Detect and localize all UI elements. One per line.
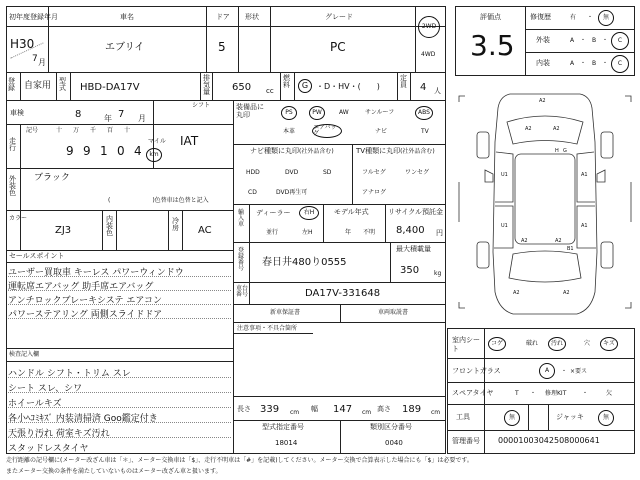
interior-grade-b: B <box>592 60 597 67</box>
mileage-digit-header-2: 千 <box>90 127 97 134</box>
interior-grade-label: 内装 <box>536 59 550 67</box>
mileage-digit-4: 4 <box>134 144 142 158</box>
sales-point-line: パワーステアリング 両側スライドドア <box>8 310 163 320</box>
diagram-mark: H <box>555 148 559 154</box>
equip-sunroof: サンルーフ <box>365 109 395 116</box>
front-glass-a-circle <box>539 363 555 379</box>
type-number-value: 18014 <box>275 439 298 447</box>
front-glass-sep: ・ <box>561 368 568 375</box>
interior-grade-a: A <box>570 60 575 67</box>
displacement-unit: cc <box>266 87 274 95</box>
exterior-grade-c: C <box>617 37 623 44</box>
model-label: 型式 <box>59 77 66 92</box>
model-year-value: 年 不明 <box>345 229 376 236</box>
recycle-unit: 円 <box>436 229 443 237</box>
mileage-unit-km: km <box>149 151 159 158</box>
class-number-value: 0040 <box>385 439 403 447</box>
displacement-label: 排気量 <box>203 74 210 96</box>
inspection-month-unit: 月 <box>138 114 146 123</box>
interior-grade-c: C <box>617 60 623 67</box>
diagram-mark: A2 <box>521 238 528 244</box>
sales-points-label: セールスポイント <box>9 252 65 260</box>
mileage-unit-mile: マイル <box>148 138 166 145</box>
exterior-color-value: ブラック <box>34 173 70 183</box>
chassis-value: DA17V-331648 <box>305 288 381 299</box>
import-right: 右H <box>303 209 315 216</box>
spare-tire-t: T <box>515 390 519 397</box>
length-value: 339 <box>260 404 280 415</box>
front-glass-label: フロントガラス <box>452 367 501 375</box>
equip-airbag-circle <box>312 124 342 138</box>
ac-label: 冷房 <box>172 217 179 232</box>
seat-burn: コゲ <box>488 337 506 351</box>
nav-hdd: HDD <box>246 169 260 176</box>
mileage-digit-2: 1 <box>100 144 108 158</box>
color-code-label: カラー <box>9 215 28 222</box>
tools-value-circle <box>504 410 520 426</box>
exterior-grade-b: B <box>592 37 597 44</box>
ac-value: AC <box>198 225 212 236</box>
recycle-label: リサイクル預託金 <box>388 208 444 216</box>
inspection-label: 車検 <box>10 109 24 117</box>
score-label: 評価点 <box>480 13 501 21</box>
inspector-line: ハンドル シフト・トリム スレ <box>8 369 131 379</box>
load-value: 350 <box>400 265 420 276</box>
diagram-mark: A2 <box>563 290 570 296</box>
diagram-mark: A2 <box>539 98 546 104</box>
color-code-value: ZJ3 <box>55 225 72 236</box>
seat-tear: 破れ <box>526 340 539 347</box>
repair-yes: 有 <box>570 14 577 21</box>
equip-pw: PW <box>309 106 325 120</box>
inspection-month: 7 <box>118 109 125 120</box>
import-parallel: 並行 <box>266 229 279 236</box>
mileage-sub-label: 記号 <box>26 127 39 134</box>
drive-4wd: 4WD <box>421 51 436 58</box>
tools-value: 無 <box>508 414 515 421</box>
width-value: 147 <box>333 404 353 415</box>
sales-point-line: 運転席エアバッグ 助手席エアバッグ <box>8 282 154 292</box>
type-number-label: 型式指定番号 <box>262 423 304 431</box>
inspection-year: 8 <box>75 109 82 120</box>
tv-type-label: TV種類に丸印(社外品含む) <box>356 147 435 155</box>
import-left: 左H <box>302 229 313 236</box>
equipment-label: 装備品に丸印 <box>236 103 264 120</box>
use-value: 自家用 <box>24 81 52 91</box>
front-glass-a: A <box>544 367 550 374</box>
shift-value: IAT <box>180 134 199 148</box>
load-unit: kg <box>434 270 442 277</box>
fuel-label: 燃料 <box>283 74 290 89</box>
mileage-digit-1: 9 <box>83 144 91 158</box>
exterior-color-note: ( )色替車は色替と記入 <box>108 197 209 204</box>
spare-tire-label: スペアタイヤ <box>452 389 494 397</box>
equip-tv: TV <box>421 128 429 135</box>
drive-2wd: 2WD <box>421 23 437 30</box>
diagram-mark: U1 <box>501 223 508 229</box>
mgmt-value: 00001003042508000641 <box>498 436 600 445</box>
model-year-label: モデル年式 <box>334 208 369 216</box>
grade-label: グレード <box>325 13 353 21</box>
exterior-grade-c-circle <box>611 32 629 50</box>
equip-navi: ナビ <box>375 128 388 135</box>
exterior-color-label: 外装色 <box>9 175 16 197</box>
interior-grade-sep2: ・ <box>602 60 609 67</box>
grade-value: PC <box>330 40 346 54</box>
mileage-km-circle <box>146 148 162 162</box>
reg-era-year: H30 <box>10 37 35 51</box>
equip-airbag: エアバッグ <box>313 124 337 137</box>
notes-label: 注意事項・不具合箇所 <box>237 325 298 332</box>
tv-oneseg: ワンセグ <box>405 169 430 176</box>
repair-sep: ・ <box>587 14 594 21</box>
diagram-mark: A1 <box>581 223 588 229</box>
mileage-label: 走行 <box>9 137 16 152</box>
car-name-label: 車名 <box>120 13 134 21</box>
score-value: 3.5 <box>470 29 515 62</box>
interior-color-label: 内装色 <box>106 215 113 237</box>
capacity-label: 定員 <box>400 74 407 89</box>
diagram-mark: U1 <box>501 172 508 178</box>
footer-note-1: 走行距離の記号欄に(メーター改ざん車は「＊」、メーター交換車は「$」、走行不明車は「#」を記載)してください。メーター交換で合算表示した場合にも「$」は必要です。 <box>6 457 473 464</box>
fuel-g: G <box>301 81 309 90</box>
diagram-mark: A1 <box>581 172 588 178</box>
shape-label: 形状 <box>245 13 259 21</box>
exterior-grade-sep2: ・ <box>602 37 609 44</box>
plate-value: 春日井480り0555 <box>262 257 347 268</box>
mileage-digit-header-4: 十 <box>124 127 131 134</box>
repair-no: 無 <box>602 14 609 21</box>
inspector-line: 各小ﾍｺﾐｷｽﾞ 内装清掃済 Goo鑑定付き <box>8 414 158 424</box>
nav-dvd-play: DVD再生可 <box>276 189 308 196</box>
mileage-digit-header-3: 百 <box>107 127 114 134</box>
recycle-value: 8,400 <box>396 225 425 236</box>
mileage-digit-header-0: 十 <box>56 127 63 134</box>
shift-label: シフト <box>192 102 211 109</box>
model-value: HBD-DA17V <box>80 82 140 93</box>
front-glass-repair: ×要ス <box>570 368 588 375</box>
height-value: 189 <box>402 404 422 415</box>
length-unit: cm <box>290 409 300 416</box>
tools-label: 工具 <box>456 413 470 421</box>
footer-note-2: またメーター交換の条件を満たしていないものはメーター改ざん車と扱います。 <box>6 468 222 475</box>
repair-label: 修復歴 <box>530 13 551 21</box>
interior-grade-sep1: ・ <box>580 60 587 67</box>
equip-abs: ABS <box>415 106 433 120</box>
nav-type-label: ナビ種類に丸印(社外品含む) <box>250 147 334 155</box>
import-label: 輸入車 <box>238 209 245 228</box>
inspection-year-unit: 年 <box>104 114 112 123</box>
jack-value: 無 <box>602 414 609 421</box>
diagram-mark: A2 <box>513 290 520 296</box>
equip-aw: AW <box>339 109 349 116</box>
spare-tire-sep1: ・ <box>530 390 537 397</box>
inspector-line: 天張り汚れ 荷室キズ汚れ <box>8 429 110 439</box>
car-name: エブリイ <box>105 42 145 53</box>
capacity-value: 4 <box>420 82 427 93</box>
mileage-digit-0: 9 <box>66 144 74 158</box>
equip-ps: PS <box>281 106 297 120</box>
reg-month: 7 <box>32 54 38 64</box>
reg-month-unit: 月 <box>38 58 46 67</box>
mileage-digit-header-1: 万 <box>73 127 80 134</box>
use-label: 登録 <box>8 77 15 92</box>
drive-2wd-circle <box>418 16 440 38</box>
inspector-line: シート スレ、シワ <box>8 384 83 394</box>
manual-label: 車両取説書 <box>378 309 409 316</box>
nav-dvd: DVD <box>285 169 299 176</box>
car-damage-diagram <box>455 82 635 322</box>
nav-sd: SD <box>323 169 332 176</box>
fuel-gasoline-circle <box>298 79 312 93</box>
height-unit: cm <box>431 409 441 416</box>
seat-label: 室内シート <box>452 336 480 354</box>
mgmt-label: 管理番号 <box>452 437 480 445</box>
inspector-label: 検査記入欄 <box>9 351 40 358</box>
spare-tire-sep2: ・ <box>582 390 589 397</box>
tv-fullseg: フルセグ <box>362 169 386 176</box>
spare-tire-missing: 欠 <box>606 390 613 397</box>
seat-hole: 穴 <box>584 340 591 347</box>
diagram-mark: G <box>563 148 567 154</box>
sales-point-line: ユーザー買取車 キーレス パワーウィンドウ <box>8 268 184 278</box>
height-label: 高さ <box>377 405 391 413</box>
capacity-unit: 人 <box>434 87 441 95</box>
inspector-line: スタッドレスタイヤ <box>8 444 89 454</box>
diagram-mark: A2 <box>525 126 532 132</box>
load-label: 最大積載量 <box>396 245 431 253</box>
reg-date-label: 初年度登録年月 <box>9 13 58 21</box>
door-value: 5 <box>218 40 226 54</box>
tv-analog: アナログ <box>362 189 387 196</box>
equip-leather: 本革 <box>283 128 296 135</box>
exterior-grade-label: 外装 <box>536 36 550 44</box>
jack-value-circle <box>598 410 614 426</box>
nav-cd: CD <box>248 189 257 196</box>
interior-grade-c-circle <box>611 55 629 73</box>
seat-scratch: キズ <box>600 337 618 351</box>
repair-no-circle <box>598 10 614 26</box>
exterior-grade-a: A <box>570 37 575 44</box>
diagram-mark: B1 <box>567 246 574 252</box>
class-number-label: 類別区分番号 <box>370 423 412 431</box>
diagram-mark: A2 <box>555 238 562 244</box>
chassis-label: 車台番号 <box>236 285 249 298</box>
new-warranty-label: 新車保証書 <box>270 309 301 316</box>
door-label: ドア <box>216 13 230 21</box>
width-label: 幅 <box>311 405 318 413</box>
mileage-digit-3: 0 <box>117 144 125 158</box>
length-label: 長さ <box>237 405 251 413</box>
spare-tire-kit: 修理KIT <box>545 390 567 397</box>
exterior-grade-sep1: ・ <box>580 37 587 44</box>
fuel-options: ・D・HV・( ) <box>316 82 380 91</box>
import-right-circle <box>299 206 319 220</box>
displacement-value: 650 <box>232 82 252 93</box>
import-dealer: ディーラー <box>256 209 291 217</box>
seat-stain: 汚れ <box>548 337 566 351</box>
plate-label: 登録番号 <box>238 247 245 272</box>
sales-point-line: アンチロックブレーキシステ エアコン <box>8 296 162 306</box>
width-unit: cm <box>362 409 372 416</box>
diagram-mark: A2 <box>553 126 560 132</box>
jack-label: ジャッキ <box>556 413 584 421</box>
inspector-line: ホイールキズ <box>8 399 62 409</box>
